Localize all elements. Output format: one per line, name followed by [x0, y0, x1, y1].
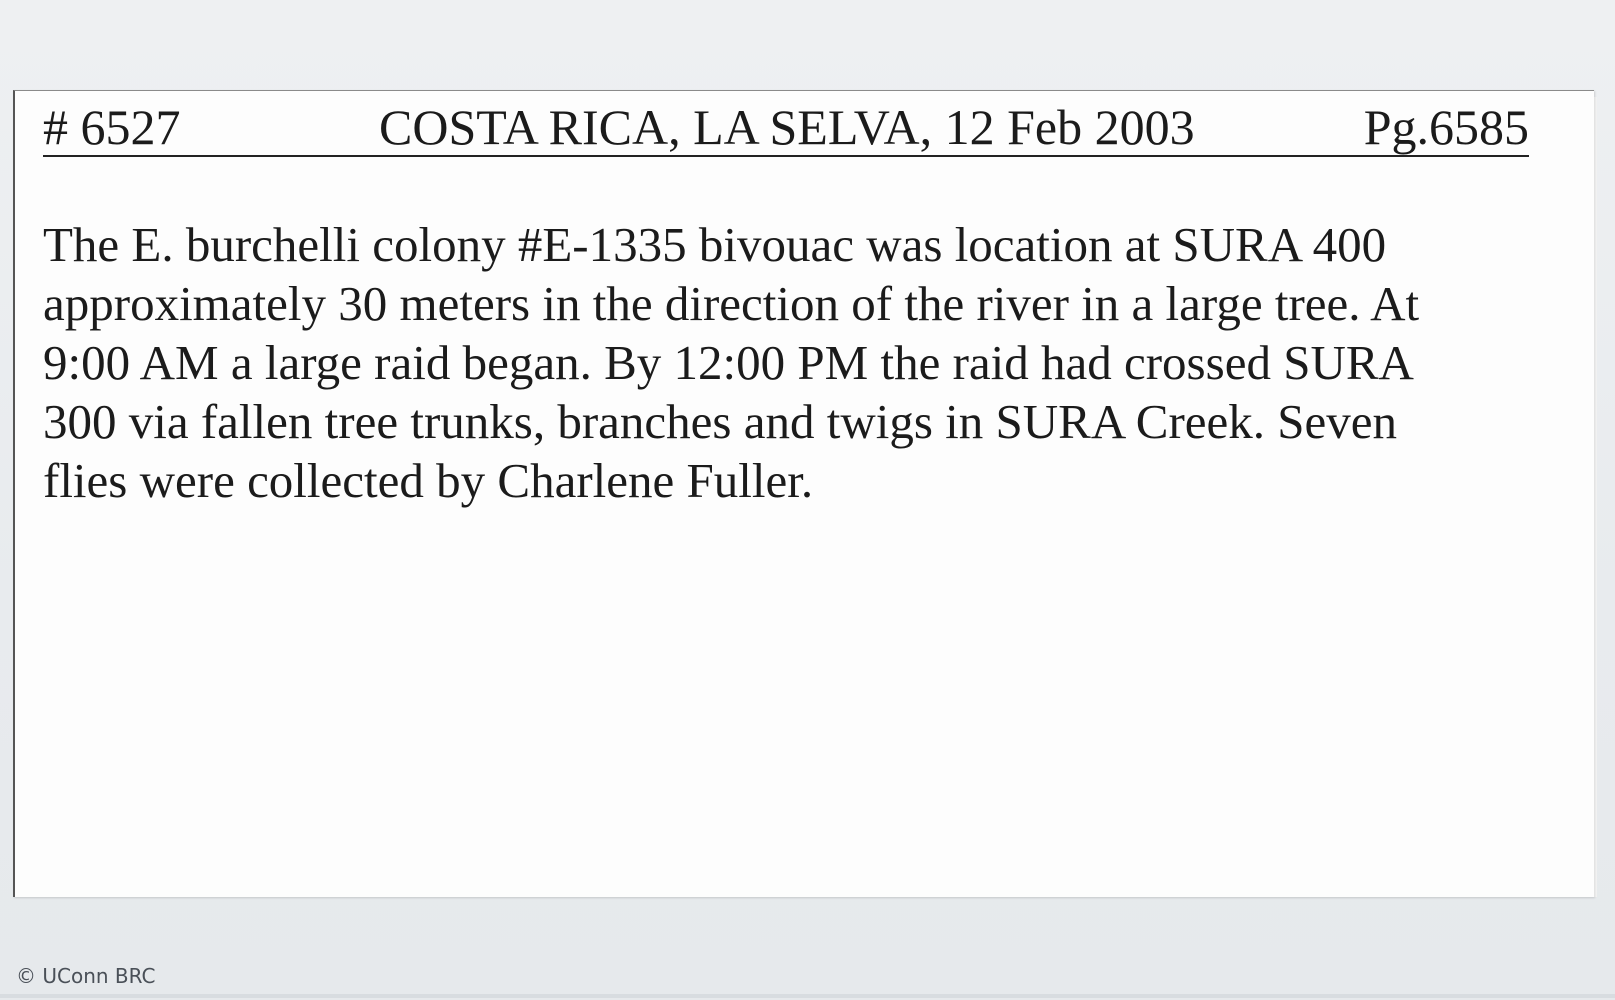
bottom-divider	[0, 994, 1615, 998]
text-line: approximately 30 meters in the direction of the river in a large tree. At	[43, 276, 1420, 331]
page-number: Pg.6585	[1363, 99, 1529, 155]
field-note-text	[43, 215, 1553, 510]
text-line: 300 via fallen tree trunks, branches and twigs in SURA Creek. Seven	[43, 394, 1398, 449]
text-line: 9:00 AM a large raid began. By 12:00 PM the raid had crossed SURA	[43, 335, 1414, 390]
text-line: The E. burchelli colony #E-1335 bivouac was location at SURA 400	[43, 217, 1387, 272]
text-line: flies were collected by Charlene Fuller.	[43, 453, 814, 508]
record-number: # 6527	[43, 99, 181, 155]
card-header	[43, 99, 1529, 157]
field-note-card	[13, 90, 1594, 897]
location-date: COSTA RICA, LA SELVA, 12 Feb 2003	[379, 99, 1195, 155]
copyright-notice: © UConn BRC	[16, 964, 156, 988]
